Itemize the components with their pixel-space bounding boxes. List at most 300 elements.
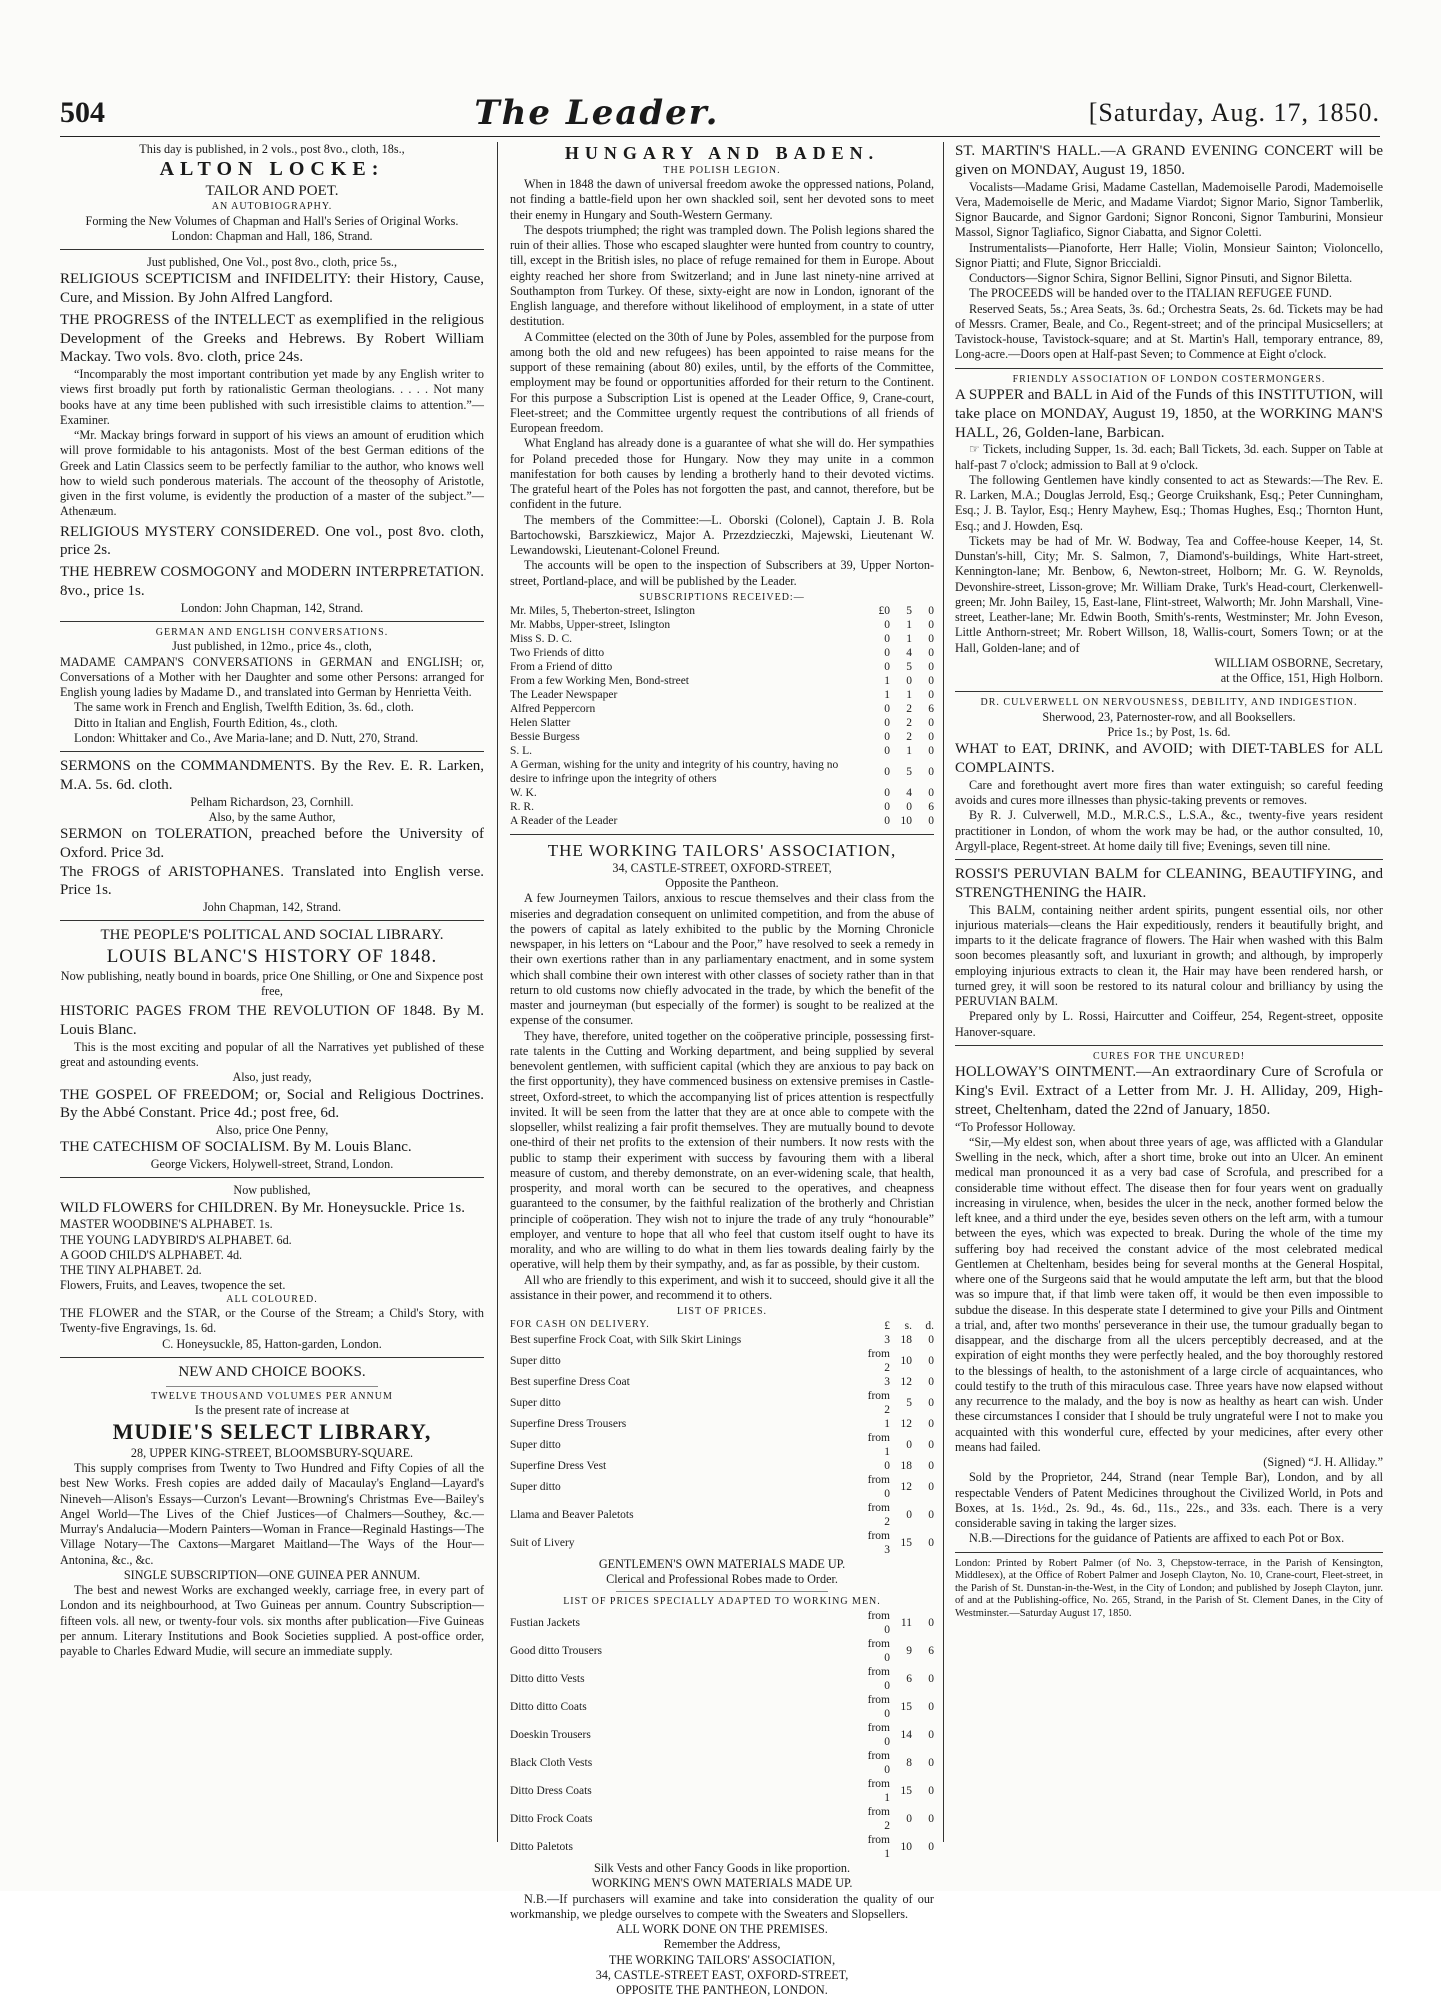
row-label: Best superfine Dress Coat [510, 1375, 630, 1388]
table-row [510, 1417, 934, 1431]
ad-address: Opposite the Pantheon. [665, 876, 779, 890]
ad-text: This BALM, containing neither ardent spirits, pungent essential oils, nor other injurious materials—cleans the Hair expeditiously, renders it beautifully bright, and imparts to it the delicate fragrance of flowers. The Hair when washed with this Balm soon becomes pleasantly soft, and luxuriant in growth; and although, by improperly employing injurious extracts to clean it, the Hair may have been rendered harsh, or turned grey, it will soon be restored to its natural colour and brilliancy by using the PERUVIAN BALM. [955, 902, 1383, 1008]
divider [60, 621, 484, 622]
row-amount: 1 [906, 633, 912, 646]
row-amount: 0 [928, 1672, 934, 1685]
ad-text: Prepared only by L. Rossi, Haircutter and Coiffeur, 254, Regent-street, opposite Hanover-square. [955, 1009, 1383, 1039]
row-label: Fustian Jackets [510, 1616, 580, 1629]
ad-text: Vocalists—Madame Grisi, Madame Castellan, Mademoiselle Parodi, Mademoiselle Vera, Mademoiselle de Meric, and Madame Viardot; Signor Mario, Signor Tamberlik, Signor Baucarde, and Signor Gardoni; Signor Ronconi, Signor Tamburini, Monsieur Massol, Signor Tagliafico, Signor Ciabatta, and Signor Coletti. [955, 179, 1383, 240]
row-amount: 6 [928, 1644, 934, 1657]
table-row [510, 1375, 934, 1389]
table-row [510, 632, 934, 646]
ad-heading: FRIENDLY ASSOCIATION OF LONDON COSTERMONGERS. [1012, 373, 1326, 385]
row-amount: 0 [928, 1508, 934, 1521]
article-paragraph: What England has already done is a guarantee of what she will do. Her sympathies for Poland preceded those for Hungary. Now they may unite in a common manifestation for both causes by lending a brotherly hand to their devoted victims. The grateful heart of the Poles has not forgotten the past, and cannot, therefore, but be confident in the future. [510, 436, 934, 512]
ad-text: Is the present rate of increase at [194, 1403, 350, 1417]
row-amount: 0 [884, 717, 890, 730]
row-amount: 0 [884, 619, 890, 632]
row-amount: 18 [900, 1333, 912, 1346]
row-amount: 0 [884, 815, 890, 828]
row-amount: 0 [928, 717, 934, 730]
row-label: Ditto Dress Coats [510, 1784, 592, 1797]
ad-text: Forming the New Volumes of Chapman and Hall's Series of Original Works. [85, 213, 459, 228]
row-amount: £0 [878, 605, 890, 618]
table-row [510, 1347, 934, 1375]
list-heading: SUBSCRIPTIONS RECEIVED:— [639, 591, 805, 603]
row-amount: from 0 [867, 1609, 890, 1636]
row-amount: 0 [906, 1438, 912, 1451]
ad-text: By R. J. Culverwell, M.D., M.R.C.S., L.S.A., &c., twenty-five years resident practitioner in London, of whom the work may be had, or the author consulted, 10, Argyll-place, Regent-street. At home daily till five; Evenings, seven till nine. [955, 808, 1383, 853]
ad-address: 34, CASTLE-STREET EAST, OXFORD-STREET, [595, 1967, 849, 1982]
ad-item: THE FLOWER and the STAR, or the Course of the Stream; a Child's Story, with Twenty-five Engravings, 1s. 6d. [60, 1306, 484, 1336]
row-amount: 12 [900, 1480, 912, 1493]
list-subheading: FOR CASH ON DELIVERY. [510, 1319, 650, 1331]
row-amount: 0 [928, 1700, 934, 1713]
ad-title: THE WORKING TAILORS' ASSOCIATION, [547, 840, 897, 860]
ad-publisher: London: Whittaker and Co., Ave Maria-lane; and D. Nutt, 270, Strand. [74, 730, 419, 745]
ad-address: THE WORKING TAILORS' ASSOCIATION, [608, 1952, 836, 1967]
table-row [510, 1805, 934, 1833]
row-amount: 12 [900, 1417, 912, 1430]
column-rule-1 [497, 142, 498, 1842]
ad-title: LOUIS BLANC'S HISTORY OF 1848. [106, 946, 438, 967]
article-paragraph: When in 1848 the dawn of universal freedom awoke the oppressed nations, Poland, not finding a battle-field upon her own shackled soil, sent her devoted sons to meet their enemy in Hungary and South-Western Germany. [510, 177, 934, 222]
row-label: Ditto Paletots [510, 1841, 573, 1854]
row-label: Super ditto [510, 1354, 561, 1367]
row-amount: 0 [884, 766, 890, 779]
row-amount: 1 [906, 689, 912, 702]
row-amount: 0 [928, 1417, 934, 1430]
ad-text: Clerical and Professional Robes made to Order. [606, 1572, 838, 1587]
row-amount: 0 [884, 731, 890, 744]
row-label: Llama and Beaver Paletots [510, 1508, 634, 1521]
masthead: The Leader. [474, 93, 720, 133]
ad-title: The FROGS of ARISTOPHANES. Translated into English verse. Price 1s. [60, 863, 484, 899]
row-amount: 0 [928, 766, 934, 779]
row-amount: from 3 [867, 1529, 890, 1556]
row-amount: 3 [884, 1333, 890, 1346]
ad-quote: “Mr. Mackay brings forward in support of his views an amount of erudition which will prove formidable to his antagonists. Most of the best German editions of the Greek and Latin Classics seem to be perfectly familiar to the author, who knows well how to wield such ponderous materials. The account of the theosophy of Aristotle, given in the first volume, is evidently the production of a master of the subject.”—Athenæum. [60, 428, 484, 519]
column-header: £ [884, 1319, 890, 1332]
row-amount: 0 [928, 1616, 934, 1629]
row-amount: from 2 [867, 1805, 890, 1832]
row-amount: 0 [928, 1812, 934, 1825]
row-label: S. L. [510, 745, 533, 758]
ad-title: MADAME CAMPAN'S CONVERSATIONS in GERMAN and ENGLISH; or, Conversations of a Mother with her Daughter and some other Persons: arranged for English young ladies by Madame D., and translated into German by Henrietta Veith. [60, 654, 484, 699]
ad-title: RELIGIOUS SCEPTICISM and INFIDELITY: their History, Cause, Cure, and Mission. By John Alfred Langford. [60, 271, 484, 306]
table-row [510, 800, 934, 814]
row-amount: 0 [884, 633, 890, 646]
article-paragraph: They have, therefore, united together on the coöperative principle, possessing first-rate talents in the Cutting and Working department, and being supplied by several benevolent gentlemen, with sufficient capital (which they are anxious to pay back on the first opportunity), they have commenced business on extensive premises in Castle-street, Oxford-street, to which the accompanying list of prices attention is respectfully invited. It will be seen from the latter that they are at once able to compete with the slopseller, whilst realizing a fair profit themselves. They are mutually bound to devote one-third of their net profits to the extension of their numbers. It now rests with the public to stamp their experiment with success by favouring them with a liberal measure of custom, and thereby demonstrate, on an ever-widening scale, that health, prosperity, and moral worth can be secured to the operatives, and cheapness guaranteed to the consumer, by the faithful realization of the brotherly and Christian principle of coöperation. They wish not to injure the trade of any truly “honourable” employer, and venture to hope that all who feel that custom itself ought to have its morality, and who are willing to do what in them lies towards dealing fairly by the operative, will help them by their sympathy, and, as far as possible, by their custom. [510, 1028, 934, 1272]
row-amount: 0 [884, 1459, 890, 1472]
row-amount: 0 [884, 787, 890, 800]
divider [955, 1552, 1383, 1553]
ad-publisher: Sherwood, 23, Paternoster-row, and all Booksellers. [1042, 709, 1296, 724]
row-amount: 0 [928, 1354, 934, 1367]
row-label: R. R. [510, 801, 534, 814]
ad-text: Remember the Address, [663, 1937, 781, 1952]
table-row [510, 814, 934, 828]
row-amount: 5 [906, 766, 912, 779]
row-amount: 0 [928, 1459, 934, 1472]
row-amount: from 0 [867, 1693, 890, 1720]
ad-heading: THE PEOPLE'S POLITICAL AND SOCIAL LIBRARY. [100, 927, 444, 944]
ad-text: “Sir,—My eldest son, when about three years of age, was afflicted with a Glandular Swelling in the neck, which, after a short time, broke out into an Ulcer. An eminent medical man pronounced it as a very bad case of Scrofula, and prescribed for a considerable time without effect. The disease then for four years went on gradually increasing in virulence, when, besides the ulcer in the neck, another formed below the left knee, and a third under the eye, besides seven others on the left arm, with a tumour between the eyes, which was expected to break. During the whole of the time my suffering boy had received the constant advice of the most celebrated medical Gentlemen at Cheltenham, besides being for several months at the General Hospital, where one of the Surgeons said that he would amputate the left arm, but that the blood was so impure that, if that limb were taken off, it would be then even impossible to subdue the disease. In this desperate state I determined to give your Pills and Ointment a trial, and, after two months' perseverance in their use, the tumour gradually began to disappear, and the discharge from all the ulcers perceptibly decreased, and at the expiration of eight months they were perfectly healed, and the boy thoroughly restored to the blessings of health, to the astonishment of a large circle of acquaintances, who could testify to the truth of this miraculous case. Three years have now elapsed without any recurrence to the malady, and the boy is now as healthy as heart can wish. Under these circumstances I consider that I should be truly ungrateful were I not to make you acquainted with this wonderful cure, effected by your medicines, after every other means had failed. [955, 1134, 1383, 1454]
ad-heading: NEW AND CHOICE BOOKS. [178, 1363, 366, 1380]
row-amount: 18 [900, 1459, 912, 1472]
divider [955, 859, 1383, 860]
table-row [510, 1749, 934, 1777]
ad-title: WILD FLOWERS for CHILDREN. By Mr. Honeysuckle. Price 1s. [60, 1199, 465, 1216]
ad-subtitle: THE POLISH LEGION. [663, 164, 781, 176]
ad-quote: “Incomparably the most important contribution yet made by any English writer to views first broadly put forth by rationalistic German theologians. . . . . Not many books have at any time been published with such irresistible claims to attention.”—Examiner. [60, 367, 484, 427]
row-amount: 11 [900, 1616, 912, 1629]
row-amount: 2 [906, 703, 912, 716]
list-heading: LIST OF PRICES SPECIALLY ADAPTED TO WORKING MEN. [563, 1596, 881, 1608]
row-amount: 10 [900, 1354, 912, 1367]
table-row [510, 1459, 934, 1473]
row-label: Super ditto [510, 1438, 561, 1451]
row-amount: from 1 [867, 1777, 890, 1804]
ad-text: Care and forethought avert more fires than water extinguish; so careful feeding avoids and cures more illnesses than physic-taking prevents or removes. [955, 777, 1383, 807]
row-amount: 0 [906, 1812, 912, 1825]
row-amount: 0 [906, 675, 912, 688]
ad-text: Instrumentalists—Pianoforte, Herr Halle; Violin, Monsieur Sainton; Violoncello, Signor Piatti; and Flute, Signor Briccialdi. [955, 240, 1383, 270]
ad-text: GENTLEMEN'S OWN MATERIALS MADE UP. [598, 1556, 846, 1571]
price-table [510, 1319, 934, 1557]
ad-publisher: London: Chapman and Hall, 186, Strand. [171, 228, 373, 243]
row-amount: from 2 [867, 1347, 890, 1374]
row-label: Ditto ditto Vests [510, 1672, 585, 1685]
ad-text: This supply comprises from Twenty to Two Hundred and Fifty Copies of all the best New Works. Fresh copies are added daily of Macaulay's England—Layard's Nineveh—Alison's Essays—Curzon's Levant—Browning's Christmas Eve—Bailey's Angel World—The Lives of the Chief Justices—of Chalmers—Southey, &c.—Murray's Andalucia—Modern Painters—Woman in France—Reginald Hastings—The Village Notary—The Caxtons—Margaret Maitland—The Ways of the Hour—Antonina, &c., &c. [60, 1461, 484, 1567]
row-amount: from 2 [867, 1389, 890, 1416]
row-amount: 12 [900, 1375, 912, 1388]
ad-subtitle: TAILOR AND POET. [205, 183, 339, 200]
ad-heading: GERMAN AND ENGLISH CONVERSATIONS. [155, 626, 389, 638]
row-amount: 1 [884, 689, 890, 702]
row-amount: 0 [928, 1396, 934, 1409]
row-label: Super ditto [510, 1396, 561, 1409]
row-amount: 0 [928, 745, 934, 758]
ad-address: 34, CASTLE-STREET, OXFORD-STREET, [612, 860, 832, 875]
divider [60, 920, 484, 921]
printer-imprint: London: Printed by Robert Palmer (of No. 3, Chepstow-terrace, in the Parish of Kensington, Middlesex), at the Office of Robert Palmer and Joseph Clayton, No. 10, Crane-court, Fleet-street, in the Parish of St. Dunstan-in-the-West, in the City of London; and published by Joseph Clayton, junr. of and at the Publishing-office, No. 265, Strand, in the Parish of St. Clement Danes, in the City of Westminster.—Saturday August 17, 1850. [955, 1557, 1383, 1619]
ad-title: ALTON LOCKE: [159, 158, 385, 181]
row-amount: 2 [906, 717, 912, 730]
row-label: Ditto ditto Coats [510, 1700, 587, 1713]
row-amount: 0 [928, 1480, 934, 1493]
table-row [510, 1665, 934, 1693]
ad-text: Also, by the same Author, [208, 809, 336, 824]
table-row [510, 730, 934, 744]
row-label: Mr. Miles, 5, Theberton-street, Islington [510, 605, 696, 618]
row-label: W. K. [510, 787, 537, 800]
row-amount: from 0 [867, 1665, 890, 1692]
table-row [510, 786, 934, 800]
ad-heading: CURES FOR THE UNCURED! [1092, 1050, 1246, 1062]
row-amount: 0 [928, 1438, 934, 1451]
row-label: The Leader Newspaper [510, 689, 618, 702]
row-label: Superfine Dress Trousers [510, 1417, 627, 1430]
ad-address: OPPOSITE THE PANTHEON, LONDON. [616, 1983, 828, 1998]
divider [60, 1357, 484, 1358]
table-row [510, 1431, 934, 1459]
ad-text: Now published, [233, 1183, 311, 1198]
row-label: Bessie Burgess [510, 731, 580, 744]
ad-item: MASTER WOODBINE'S ALPHABET. 1s. [60, 1217, 273, 1232]
table-row [510, 758, 934, 786]
article-paragraph: The members of the Committee:—L. Oborski (Colonel), Captain J. B. Rola Bartochowski, Barszkiewicz, Major A. Przezdzieczki, Majewski, Lieutenant W. Lewandowski, Lieutenant-Colonel Freund. [510, 512, 934, 557]
row-label: Doeskin Trousers [510, 1728, 591, 1741]
table-row [510, 1529, 934, 1557]
row-amount: 14 [900, 1728, 912, 1741]
divider [616, 1591, 828, 1592]
row-label: Helen Slatter [510, 717, 571, 730]
ad-title: THE CATECHISM OF SOCIALISM. By M. Louis Blanc. [60, 1139, 412, 1156]
row-label: Alfred Peppercorn [510, 703, 596, 716]
ad-title: WHAT to EAT, DRINK, and AVOID; with DIET-TABLES for ALL COMPLAINTS. [955, 741, 1383, 776]
ad-text: Just published, in 12mo., price 4s., cloth, [172, 639, 372, 654]
row-amount: 1 [906, 745, 912, 758]
ad-text: Price 1s.; by Post, 1s. 6d. [1107, 725, 1231, 739]
divider [955, 1045, 1383, 1046]
divider [166, 1386, 378, 1387]
ad-title: THE PROGRESS of the INTELLECT as exemplified in the religious Development of the Greeks and Hebrews. By Robert William Mackay. Two vols. 8vo. cloth, price 24s. [60, 311, 484, 366]
row-amount: 15 [900, 1700, 912, 1713]
ad-publisher: C. Honeysuckle, 85, Hatton-garden, London. [162, 1336, 382, 1351]
row-amount: 0 [884, 801, 890, 814]
divider [60, 249, 484, 250]
divider [955, 368, 1383, 369]
table-row [510, 688, 934, 702]
row-amount: from 1 [867, 1431, 890, 1458]
row-amount: 1 [906, 619, 912, 632]
ad-text: Reserved Seats, 5s.; Area Seats, 3s. 6d.; Orchestra Seats, 2s. 6d. Tickets may be had of Messrs. Cramer, Beale, and Co., Regent-street; and of the principal Musicsellers; at Tavistock-house, Tavistock-square; and at St. Martin's Hall, temporary entrance, 89, Long-acre.—Doors open at Half-past Seven; to Commence at Eight o'clock. [955, 301, 1383, 362]
row-amount: 0 [906, 801, 912, 814]
table-row [510, 1777, 934, 1805]
row-amount: 0 [928, 689, 934, 702]
row-amount: from 1 [867, 1834, 890, 1861]
row-amount: from 0 [867, 1637, 890, 1664]
row-amount: 4 [906, 787, 912, 800]
ad-title: HOLLOWAY'S OINTMENT.—An extraordinary Cure of Scrofula or King's Evil. Extract of a Letter from Mr. J. H. Alliday, 209, High-street, Cheltenham, dated the 22nd of January, 1850. [955, 1064, 1383, 1118]
row-amount: 3 [884, 1375, 890, 1388]
article-paragraph: The despots triumphed; the right was trampled down. The Polish legions shared the ruin of their allies. Those who escaped slaughter were hunted from country to country, till, except in the British isles, no place of refuge remained for them in Europe. About eighty reached her shore from Switzerland; and in June last ninety-nine arrived at Southampton from Turkey. Of these, sixty-eight are now in London, ignorant of the English language, and therefore without likelihood of employment, in a state of utter destitution. [510, 222, 934, 329]
ad-title: ST. MARTIN'S HALL.—A GRAND EVENING CONCERT will be given on MONDAY, August 19, 1850. [955, 143, 1383, 178]
ad-title: MUDIE'S SELECT LIBRARY, [112, 1419, 432, 1445]
ad-title: A SUPPER and BALL in Aid of the Funds of this INSTITUTION, will take place on MONDAY, August 19, 1850, at the WORKING MAN'S HALL, 26, Golden-lane, Barbican. [955, 387, 1383, 441]
row-amount: 5 [906, 605, 912, 618]
article-paragraph: A Committee (elected on the 30th of June by Poles, assembled for the purpose from among both the old and new refugees) has been appointed to raise means for the support of these remaining (about 80) exiles, until, by the efforts of the Committee, employment may be found or opportunities afforded for their return to the Continent. For this purpose a Subscription List is opened at the Leader Office, 9, Crane-court, Fleet-street; and the Committee urgently request the contributions of all friends of European freedom. [510, 329, 934, 435]
row-label: Mr. Mabbs, Upper-street, Islington [510, 619, 671, 632]
list-heading: LIST OF PRICES. [676, 1306, 768, 1317]
row-label: A Reader of the Leader [510, 815, 618, 828]
ad-text: Now publishing, neatly bound in boards, price One Shilling, or One and Sixpence post free, [60, 968, 484, 998]
row-amount: 2 [906, 731, 912, 744]
ad-text: Silk Vests and other Fancy Goods in like proportion. [593, 1861, 851, 1876]
row-label: From a few Working Men, Bond-street [510, 675, 689, 688]
row-amount: 0 [928, 633, 934, 646]
row-label: Suit of Livery [510, 1536, 575, 1549]
row-amount: 5 [906, 1396, 912, 1409]
table-row [510, 1333, 934, 1347]
subscriptions-table [510, 604, 934, 828]
row-label: Miss S. D. C. [510, 633, 572, 646]
row-label: Superfine Dress Vest [510, 1459, 607, 1472]
ad-text: ALL WORK DONE ON THE PREMISES. [616, 1922, 828, 1937]
row-amount: 0 [928, 731, 934, 744]
ad-item: ALL COLOURED. [226, 1293, 318, 1305]
row-amount: 0 [884, 703, 890, 716]
column-2 [510, 142, 934, 1998]
table-row [510, 744, 934, 758]
table-row [510, 1637, 934, 1665]
row-label: A German, wishing for the unity and integrity of his country, having no desire to infringe upon the integrity of others [510, 759, 839, 786]
row-amount: 0 [928, 1756, 934, 1769]
row-amount: 0 [928, 1728, 934, 1741]
row-amount: 0 [928, 1536, 934, 1549]
table-row [510, 702, 934, 716]
row-amount: 6 [928, 801, 934, 814]
article-paragraph: A few Journeymen Tailors, anxious to rescue themselves and their class from the miseries and degradation consequent on unlimited competition, and from the abuse of the powers of capital as lately exhibited to the public by the Morning Chronicle newspaper, in his letters on “Labour and the Poor,” have resolved to seek a remedy in their own exertions rather than in any parliamentary enactment, and in some system which shall combine their own interest with other classes of society rather than in that return to old customs now chiefly advocated in the trade, by which the benefit of the master and journeyman (but especially of the former) is sought to be realized at the expense of the consumer. [510, 891, 934, 1028]
ad-signature: WILLIAM OSBORNE, Secretary, [1214, 655, 1383, 670]
row-label: From a Friend of ditto [510, 661, 613, 674]
ad-text: TWELVE THOUSAND VOLUMES PER ANNUM [151, 1390, 393, 1402]
ad-text: N.B.—Directions for the guidance of Patients are affixed to each Pot or Box. [969, 1531, 1345, 1546]
row-amount: 10 [900, 815, 912, 828]
row-amount: from 0 [867, 1473, 890, 1500]
row-amount: 0 [928, 661, 934, 674]
ad-title: THE GOSPEL OF FREEDOM; or, Social and Religious Doctrines. By the Abbé Constant. Price 4d.; post free, 6d. [60, 1086, 484, 1122]
table-row [510, 604, 934, 618]
row-amount: 0 [928, 1841, 934, 1854]
row-amount: 6 [906, 1672, 912, 1685]
ad-item: Flowers, Fruits, and Leaves, twopence the set. [60, 1278, 286, 1293]
divider [60, 1177, 484, 1178]
row-amount: 5 [906, 661, 912, 674]
table-row [510, 674, 934, 688]
column-rule-2 [943, 142, 944, 1842]
row-amount: 0 [928, 675, 934, 688]
divider [60, 751, 484, 752]
ad-subtitle: AN AUTOBIOGRAPHY. [211, 201, 333, 212]
ad-title: SERMONS on the COMMANDMENTS. By the Rev. E. R. Larken, M.A. 5s. 6d. cloth. [60, 758, 484, 793]
ad-publisher: London: John Chapman, 142, Strand. [180, 600, 364, 615]
row-amount: 0 [906, 1508, 912, 1521]
column-3 [955, 142, 1383, 1842]
row-label: Two Friends of ditto [510, 647, 605, 660]
ad-title: ROSSI'S PERUVIAN BALM for CLEANING, BEAUTIFYING, and STRENGTHENING the HAIR. [955, 866, 1383, 901]
ad-title: HISTORIC PAGES FROM THE REVOLUTION OF 1848. By M. Louis Blanc. [60, 1003, 484, 1038]
table-row [510, 618, 934, 632]
ad-heading: DR. CULVERWELL ON NERVOUSNESS, DEBILITY, AND INDIGESTION. [980, 697, 1358, 709]
row-amount: 0 [928, 619, 934, 632]
row-amount: 0 [928, 647, 934, 660]
row-amount: 0 [928, 1333, 934, 1346]
ad-title: RELIGIOUS MYSTERY CONSIDERED. One vol., post 8vo. cloth, price 2s. [60, 523, 484, 559]
price-table [510, 1609, 934, 1861]
ad-text: SINGLE SUBSCRIPTION—ONE GUINEA PER ANNUM. [123, 1567, 421, 1582]
table-row [510, 1501, 934, 1529]
row-amount: 0 [928, 605, 934, 618]
row-amount: 1 [884, 675, 890, 688]
table-row [510, 1609, 934, 1637]
ad-text: WORKING MEN'S OWN MATERIALS MADE UP. [591, 1876, 853, 1891]
row-amount: 0 [928, 1784, 934, 1797]
ad-text: Ditto in Italian and English, Fourth Edition, 4s., cloth. [74, 715, 338, 730]
ad-item: A GOOD CHILD'S ALPHABET. 4d. [60, 1247, 243, 1262]
table-row [510, 660, 934, 674]
page-header [60, 92, 1380, 134]
ad-text: This is the most exciting and popular of all the Narratives yet published of these great and astounding events. [60, 1039, 484, 1069]
ad-publisher: George Vickers, Holywell-street, Strand, London. [150, 1157, 394, 1171]
row-amount: 0 [928, 787, 934, 800]
column-header: d. [925, 1319, 934, 1332]
ad-text: “To Professor Holloway. [955, 1119, 1076, 1134]
page-number: 504 [60, 96, 105, 129]
divider [510, 834, 934, 835]
ad-text: The best and newest Works are exchanged weekly, carriage free, in every part of London and its neighbourhood, at Two Guineas per annum. Country Subscription—fifteen vols. all new, or twenty-four vols. six months after publication—Five Guineas per annum. Literary Institutions and Book Societies supplied. A post-office order, payable to Charles Edward Mudie, will secure an immediate supply. [60, 1583, 484, 1658]
ad-title: SERMON on TOLERATION, preached before the University of Oxford. Price 3d. [60, 826, 484, 861]
ad-title: THE HEBREW COSMOGONY and MODERN INTERPRETATION. 8vo., price 1s. [60, 564, 484, 599]
row-amount: 0 [928, 1375, 934, 1388]
row-label: Good ditto Trousers [510, 1644, 603, 1657]
column-1 [60, 142, 484, 1842]
row-amount: 0 [884, 647, 890, 660]
ad-text: N.B.—If purchasers will examine and take into consideration the quality of our workmanship, we pledge ourselves to compete with the Sweaters and Slopsellers. [510, 1891, 934, 1921]
table-row [510, 1389, 934, 1417]
table-row [510, 716, 934, 730]
row-amount: from 2 [867, 1501, 890, 1528]
ad-signature: (Signed) “J. H. Alliday.” [1263, 1455, 1383, 1469]
article-paragraph: The accounts will be open to the inspection of Subscribers at 39, Upper Norton-street, Portland-place, and will be published by the Leader. [510, 558, 934, 588]
ad-text: The following Gentlemen have kindly consented to act as Stewards:—The Rev. E. R. Larken, M.A.; Douglas Jerrold, Esq.; George Cruikshank, Esq.; Peter Cunningham, Esq.; J. B. Taylor, Esq.; Henry Mayhew, Esq.; Thomas Hughes, Esq.; Thornton Hunt, Esq.; and J. Howden, Esq. [955, 472, 1383, 533]
ad-publisher: John Chapman, 142, Strand. [202, 900, 342, 914]
header-rule [60, 136, 1380, 137]
row-amount: 0 [928, 815, 934, 828]
issue-date: [Saturday, Aug. 17, 1850. [1088, 98, 1380, 127]
ad-text: This day is published, in 2 vols., post 8vo., cloth, 18s., [139, 142, 405, 156]
row-amount: 15 [900, 1536, 912, 1549]
article-paragraph: All who are friendly to this experiment, and wish it to succeed, should give it all the assistance in their power, and recommend it to others. [510, 1272, 934, 1302]
row-amount: 0 [884, 745, 890, 758]
ad-publisher: Pelham Richardson, 23, Cornhill. [190, 794, 354, 809]
ad-text: Conductors—Signor Schira, Signor Bellini, Signor Pinsuti, and Signor Biletta. [969, 271, 1353, 285]
ad-address: 28, UPPER KING-STREET, BLOOMSBURY-SQUARE. [130, 1445, 414, 1460]
row-amount: from 0 [867, 1721, 890, 1748]
ad-item: THE TINY ALPHABET. 2d. [60, 1263, 202, 1277]
ad-text: The same work in French and English, Twelfth Edition, 3s. 6d., cloth. [74, 700, 414, 715]
row-label: Super ditto [510, 1480, 561, 1493]
ad-text: Also, just ready, [232, 1070, 312, 1085]
row-amount: 15 [900, 1784, 912, 1797]
column-header: s. [904, 1319, 912, 1332]
row-amount: 10 [900, 1841, 912, 1854]
ad-text: Sold by the Proprietor, 244, Strand (near Temple Bar), London, and by all respectable Venders of Patent Medicines throughout the Civilized World, in Pots and Boxes, at 1s. 1½d., 2s. 9d., 4s. 6d., 11s., 22s., and 33s. each. There is a very considerable saving in taking the larger sizes. [955, 1470, 1383, 1530]
row-amount: from 0 [867, 1749, 890, 1776]
row-amount: 4 [906, 647, 912, 660]
ad-signature: at the Office, 151, High Holborn. [1220, 671, 1383, 685]
row-label: Best superfine Frock Coat, with Silk Skirt Linings [510, 1333, 742, 1346]
row-label: Black Cloth Vests [510, 1756, 593, 1769]
row-amount: 1 [884, 1417, 890, 1430]
row-amount: 9 [906, 1644, 912, 1657]
ad-text: Also, price One Penny, [215, 1123, 329, 1137]
table-row [510, 1833, 934, 1861]
row-label: Ditto Frock Coats [510, 1812, 593, 1825]
ad-title: HUNGARY AND BADEN. [564, 143, 880, 163]
table-row [510, 1693, 934, 1721]
